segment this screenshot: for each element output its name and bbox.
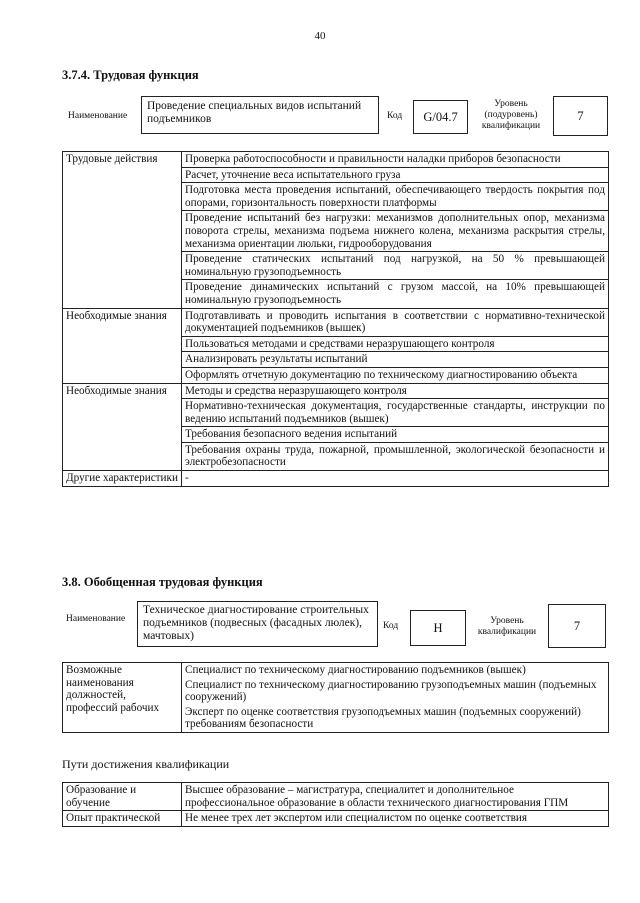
generalized-code-box: H xyxy=(410,610,466,646)
row-item: Оформлять отчетную документацию по техническому диагностированию объекта xyxy=(182,367,609,383)
generalized-name-label: Наименование xyxy=(66,614,126,624)
generalized-level-box: 7 xyxy=(548,604,606,648)
row-label: Необходимые знания xyxy=(63,308,182,383)
table-row xyxy=(63,308,609,336)
row-item: - xyxy=(182,471,609,487)
row-item: Нормативно-техническая документация, государственные стандарты, инструкции по ведению испытаний подъемников (вышек) xyxy=(182,399,609,427)
positions-table xyxy=(62,662,609,733)
row-item: Требования безопасного ведения испытаний xyxy=(182,427,609,443)
row-item: Методы и средства неразрушающего контроля xyxy=(182,383,609,399)
section-heading-3-8: 3.8. Обобщенная трудовая функция xyxy=(62,575,263,589)
row-label: Трудовые действия xyxy=(63,152,182,309)
row-item: Расчет, уточнение веса испытательного груза xyxy=(182,167,609,183)
row-item: Проверка работоспособности и правильности наладки приборов безопасности xyxy=(182,152,609,168)
table-row xyxy=(63,471,609,487)
table-row xyxy=(63,783,609,811)
row-item: Проведение динамических испытаний с грузом массой, на 10% превышающей номинальную грузоподъемность xyxy=(182,280,609,308)
path-label: Образование и обучение xyxy=(63,783,182,811)
generalized-function-name-box: Техническое диагностирование строительных подъемников (подвесных (фасадных люлек), мачтовых) xyxy=(137,601,378,647)
position-item: Специалист по техническому диагностированию подъемников (вышек) xyxy=(185,664,526,676)
row-item: Требования охраны труда, пожарной, промышленной, экологической безопасности и электробезопасности xyxy=(182,442,609,470)
generalized-code-label: Код xyxy=(383,621,399,631)
labor-function-table xyxy=(62,151,609,487)
row-label: Другие характеристики xyxy=(63,471,182,487)
code-label: Код xyxy=(387,111,403,121)
level-label: Уровень (подуровень) квалификации xyxy=(481,99,541,131)
row-item: Подготовка места проведения испытаний, обеспечивающего твердость покрытия под опорами, горизонтальность поверхности платформы xyxy=(182,183,609,211)
position-item: Эксперт по оценке соответствия грузоподъемных машин (подъемных сооружений) требованиям безопасности xyxy=(185,705,581,731)
generalized-level-label: Уровень квалификации xyxy=(477,616,537,637)
level-box: 7 xyxy=(553,96,608,136)
positions-label: Возможные наименования должностей, профессий рабочих xyxy=(63,663,182,733)
function-name-box: Проведение специальных видов испытаний подъемников xyxy=(141,96,379,134)
row-item: Пользоваться методами и средствами неразрушающего контроля xyxy=(182,336,609,352)
section-heading-3-7-4: 3.7.4. Трудовая функция xyxy=(62,68,199,82)
table-row xyxy=(63,152,609,168)
row-item: Проведение статических испытаний под нагрузкой, на 50 % превышающей номинальную грузоподъемность xyxy=(182,252,609,280)
row-item: Анализировать результаты испытаний xyxy=(182,352,609,368)
path-value: Высшее образование – магистратура, специалитет и дополнительное профессиональное образование в области технического диагностирования ГПМ xyxy=(182,783,609,811)
positions-cell xyxy=(182,663,609,733)
qualification-paths-table xyxy=(62,782,609,827)
code-box: G/04.7 xyxy=(413,100,468,134)
path-label: Опыт практической xyxy=(63,811,182,827)
page-number: 40 xyxy=(314,30,326,42)
table-row xyxy=(63,811,609,827)
row-item: Проведение испытаний без нагрузки: механизмов дополнительных опор, механизма поворота стрелы, механизма подъема нижнего колена, механизма раскрытия стрелы, механизма ориентации люльки, гидрооборудования xyxy=(182,211,609,252)
path-value: Не менее трех лет экспертом или специалистом по оценке соответствия xyxy=(182,811,609,827)
table-row xyxy=(63,383,609,399)
row-item: Подготавливать и проводить испытания в соответствии с нормативно-технической документацией подъемников (вышек) xyxy=(182,308,609,336)
row-label: Необходимые знания xyxy=(63,383,182,471)
name-label: Наименование xyxy=(68,111,128,121)
position-item: Специалист по техническому диагностированию грузоподъемных машин (подъемных сооружений) xyxy=(185,678,597,704)
qualification-paths-heading: Пути достижения квалификации xyxy=(62,757,230,771)
